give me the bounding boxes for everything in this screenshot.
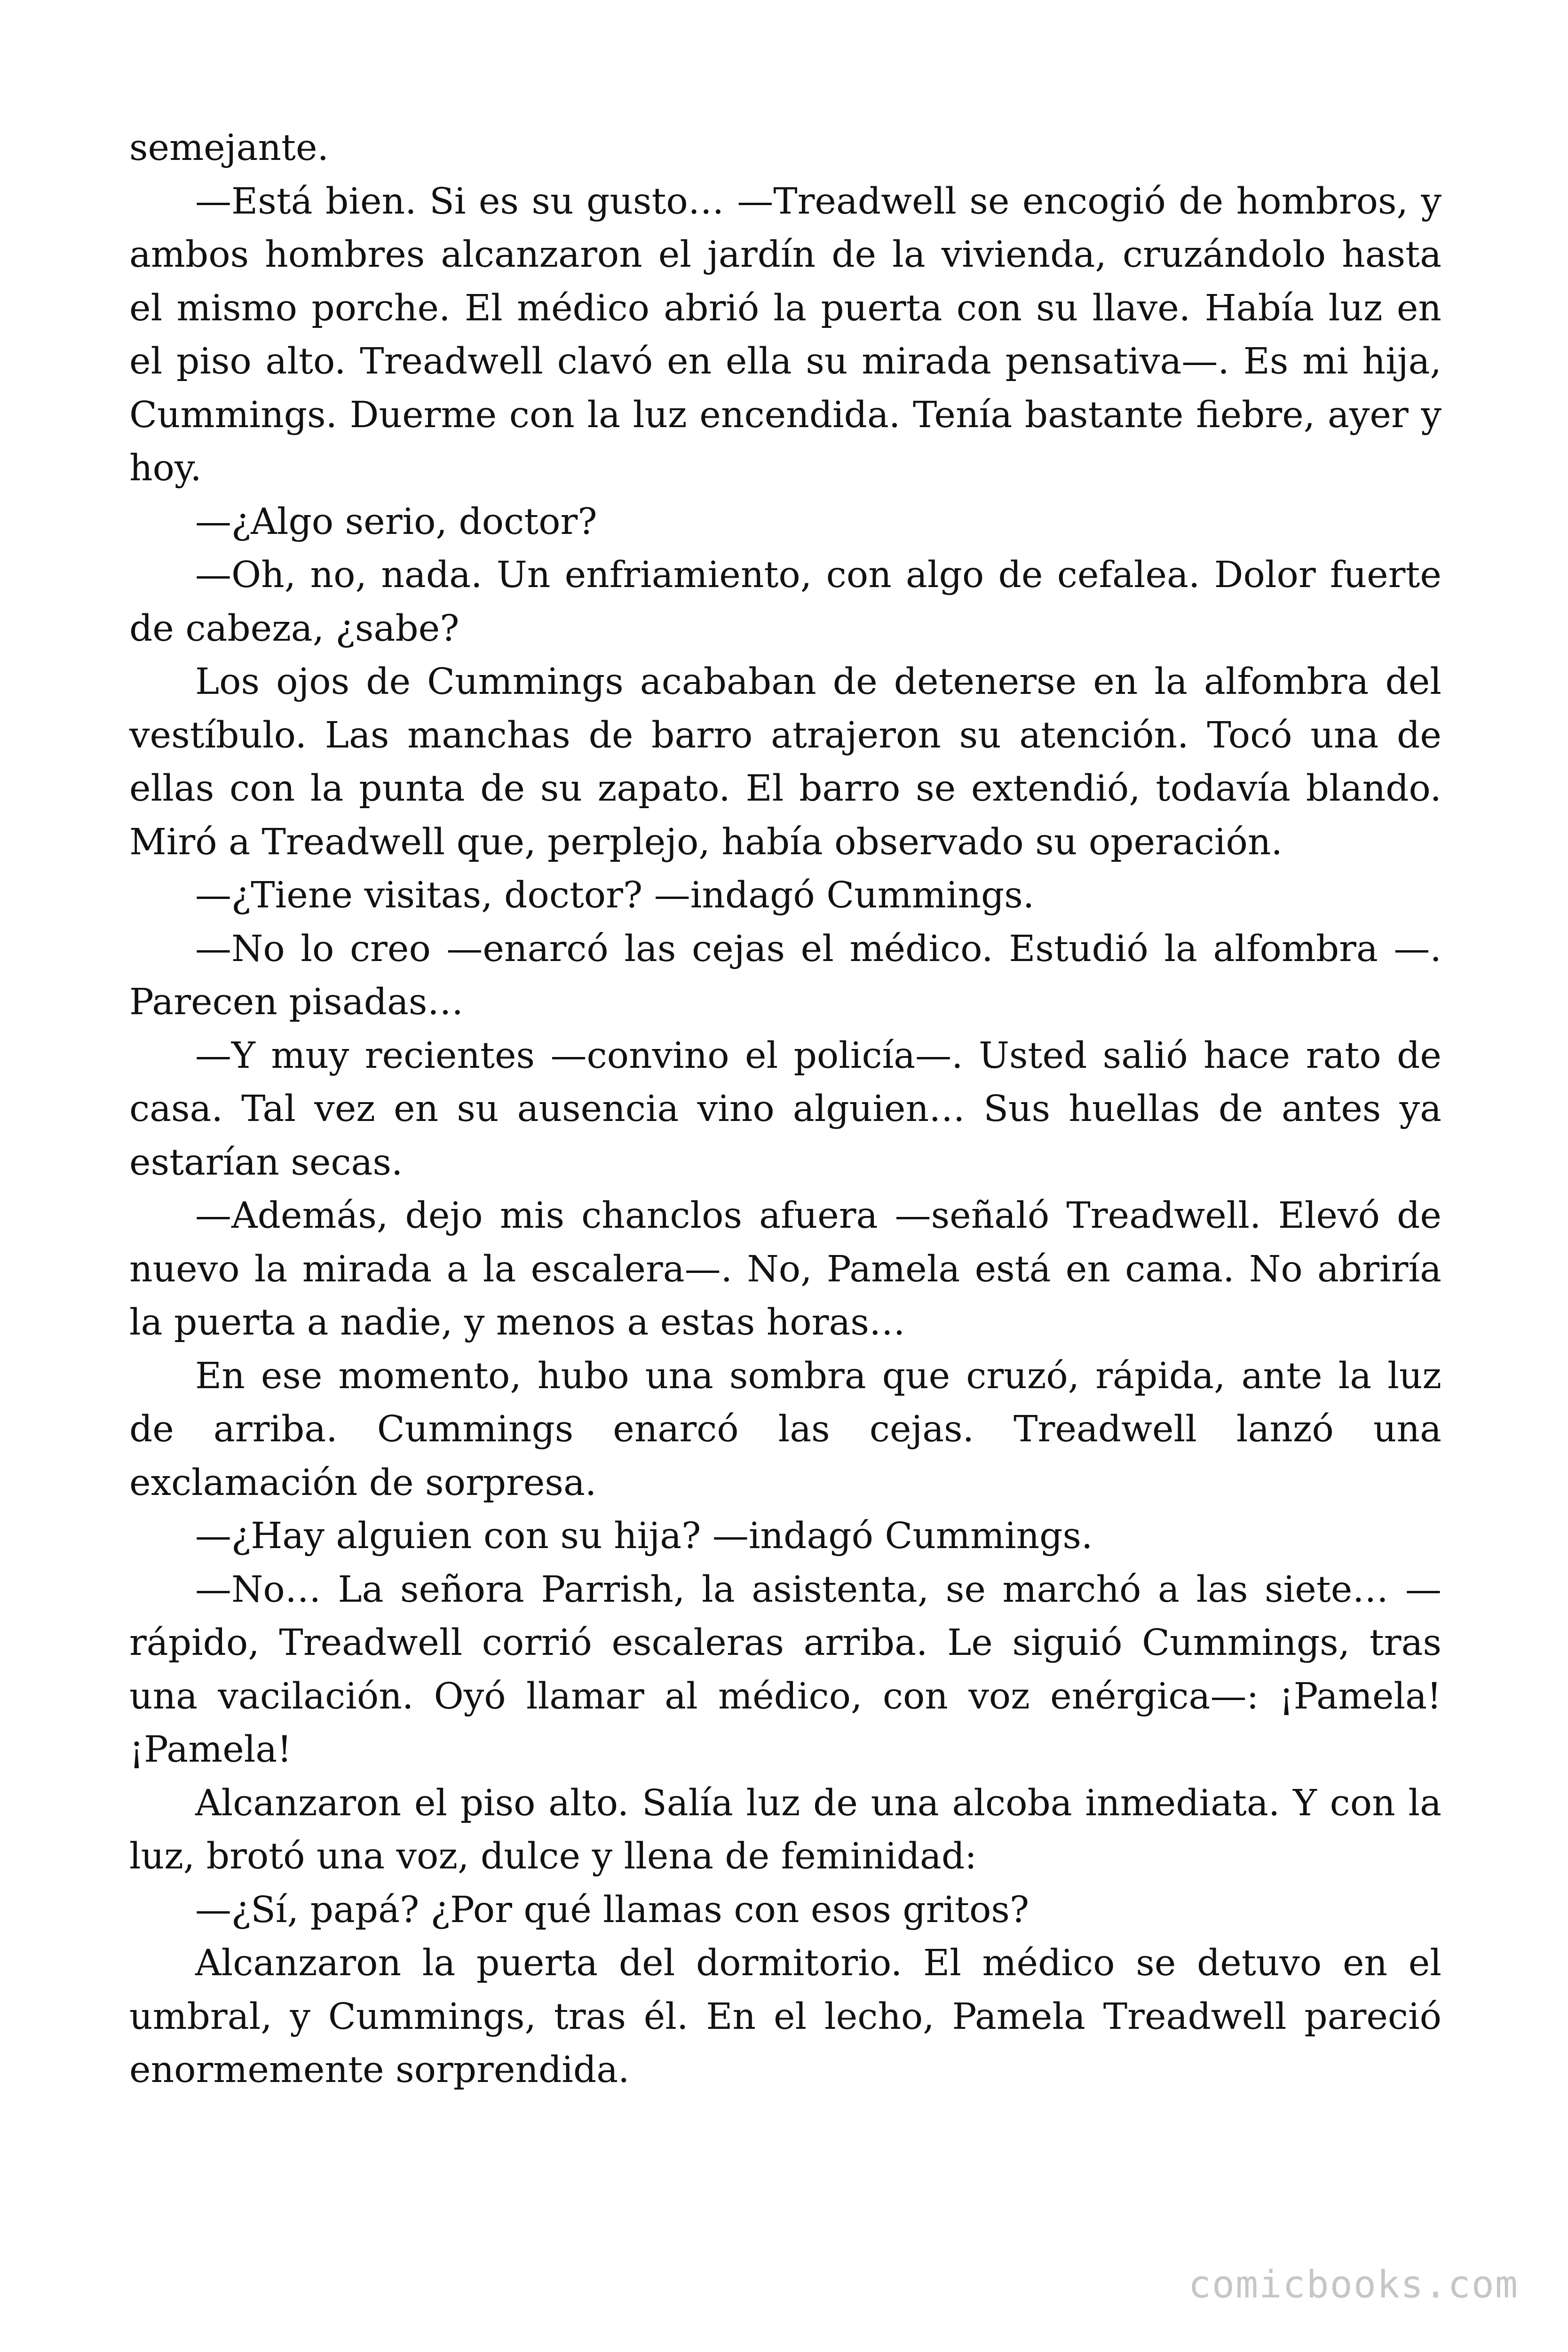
paragraph-6: —¿Tiene visitas, doctor? —indagó Cummings. xyxy=(195,874,1035,916)
paragraph-7: —No lo creo —enarcó las cejas el médico. Estudió la alfombra —. Parecen pisadas… xyxy=(129,928,1441,1023)
paragraph-4: —Oh, no, nada. Un enfriamiento, con algo de cefalea. Dolor fuerte de cabeza, ¿sabe? xyxy=(129,554,1441,650)
watermark: comicbooks.com xyxy=(1188,2263,1519,2306)
paragraph-13: Alcanzaron el piso alto. Salía luz de una alcoba inmediata. Y con la luz, brotó una voz, dulce y llena de feminidad: xyxy=(129,1782,1441,1877)
paragraph-11: —¿Hay alguien con su hija? —indagó Cummings. xyxy=(195,1515,1093,1557)
paragraph-5: Los ojos de Cummings acababan de detenerse en la alfombra del vestíbulo. Las manchas de barro atrajeron su atención. Tocó una de ellas con la punta de su zapato. El barro se extendió, todavía blando. Miró a Treadwell que, perplejo, había observado su operación. xyxy=(129,661,1441,863)
paragraph-2: —Está bien. Si es su gusto… —Treadwell se encogió de hombros, y ambos hombres alcanzaron el jardín de la vivienda, cruzándolo hasta el mismo porche. El médico abrió la puerta con su llave. Había luz en el piso alto. Treadwell clavó en ella su mirada pensativa—. Es mi hija, Cummings. Duerme con la luz encendida. Tenía bastante fiebre, ayer y hoy. xyxy=(129,180,1441,489)
paragraph-15: Alcanzaron la puerta del dormitorio. El médico se detuvo en el umbral, y Cummings, tras él. En el lecho, Pamela Treadwell pareció enormemente sorprendida. xyxy=(129,1942,1441,2091)
paragraph-1: semejante. xyxy=(129,127,329,169)
paragraph-3: —¿Algo serio, doctor? xyxy=(195,501,597,543)
paragraph-14: —¿Sí, papá? ¿Por qué llamas con esos gritos? xyxy=(195,1889,1029,1931)
paragraph-9: —Además, dejo mis chanclos afuera —señaló Treadwell. Elevó de nuevo la mirada a la escalera—. No, Pamela está en cama. No abriría la puerta a nadie, y menos a estas horas… xyxy=(129,1195,1441,1343)
page-text xyxy=(129,121,1441,2097)
paragraph-8: —Y muy recientes —convino el policía—. Usted salió hace rato de casa. Tal vez en su ausencia vino alguien… Sus huellas de antes ya estarían secas. xyxy=(129,1034,1441,1184)
paragraph-10: En ese momento, hubo una sombra que cruzó, rápida, ante la luz de arriba. Cummings enarcó las cejas. Treadwell lanzó una exclamación de sorpresa. xyxy=(129,1355,1441,1504)
paragraph-12: —No… La señora Parrish, la asistenta, se marchó a las siete… —rápido, Treadwell corrió escaleras arriba. Le siguió Cummings, tras una vacilación. Oyó llamar al médico, con voz enérgica—: ¡Pamela! ¡Pamela! xyxy=(129,1568,1441,1771)
